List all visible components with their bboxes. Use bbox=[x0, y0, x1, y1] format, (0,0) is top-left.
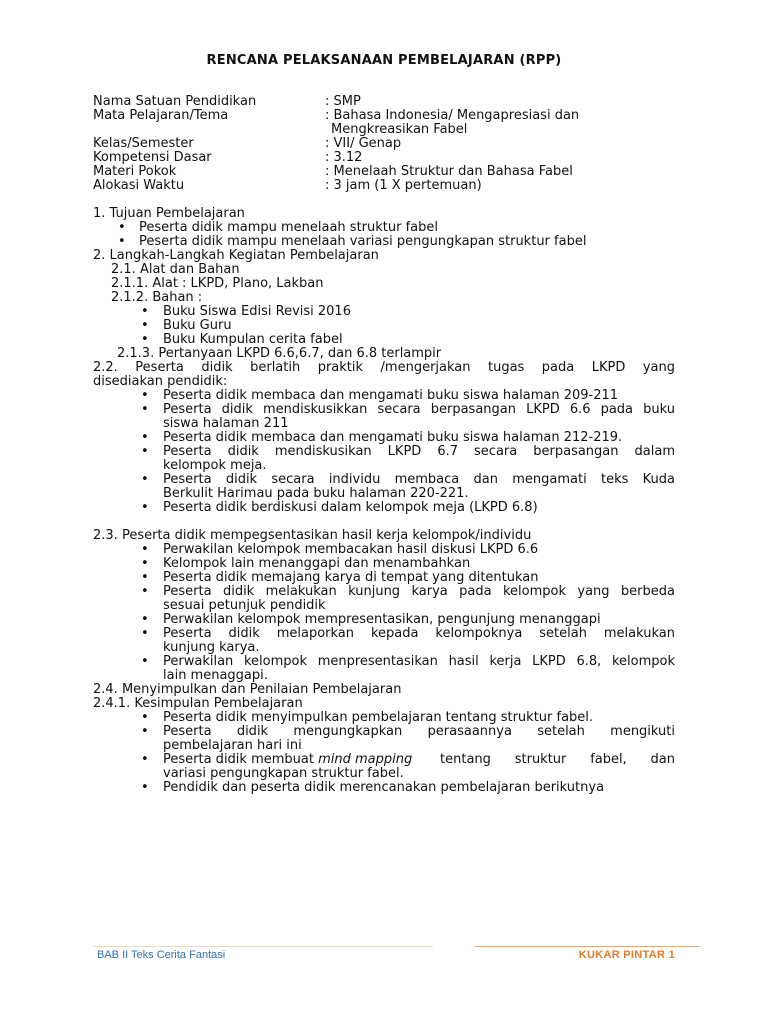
list-item: • Perwakilan kelompok mempresentasikan, pengunjung menanggapi bbox=[141, 612, 601, 627]
subsection-heading: 2.1. Alat dan Bahan bbox=[111, 262, 240, 277]
bullet-icon: • bbox=[141, 430, 149, 445]
info-row bbox=[93, 165, 693, 179]
list-item: • Buku Guru bbox=[141, 318, 232, 333]
subsection-heading-cont: disediakan pendidik: bbox=[93, 374, 228, 389]
list-item: • Peserta didik berdiskusi dalam kelompok meja (LKPD 6.8) bbox=[141, 500, 538, 515]
info-label: Nama Satuan Pendidikan bbox=[93, 94, 257, 109]
info-row bbox=[93, 151, 693, 165]
section-heading: 2. Langkah-Langkah Kegiatan Pembelajaran bbox=[93, 248, 379, 263]
info-value: : Bahasa Indonesia/ Mengapresiasi dan bbox=[325, 108, 580, 123]
bullet-icon: • bbox=[118, 220, 126, 235]
list-item: • Peserta didik mendiskusikan LKPD 6.7 secara berpasangan dalam bbox=[141, 444, 675, 459]
list-item-cont: kelompok meja. bbox=[163, 458, 267, 473]
info-label: Kompetensi Dasar bbox=[93, 150, 212, 165]
subsection-item: 2.4.1. Kesimpulan Pembelajaran bbox=[93, 696, 303, 711]
list-item-cont: siswa halaman 211 bbox=[163, 416, 289, 431]
info-value: : 3 jam (1 X pertemuan) bbox=[325, 178, 482, 193]
bullet-icon: • bbox=[141, 654, 149, 669]
subsection-heading: 2.2. Peserta didik berlatih praktik /mengerjakan tugas pada LKPD yang bbox=[93, 360, 675, 375]
page-title: RENCANA PELAKSANAAN PEMBELAJARAN (RPP) bbox=[206, 53, 562, 68]
list-item-cont: pembelajaran hari ini bbox=[163, 738, 302, 753]
list-item: • Peserta didik mampu menelaah struktur fabel bbox=[118, 220, 439, 235]
info-row bbox=[93, 109, 693, 123]
info-row-continuation bbox=[93, 123, 693, 137]
bullet-icon: • bbox=[141, 542, 149, 557]
bullet-icon: • bbox=[118, 234, 126, 249]
list-item: • Peserta didik secara individu membaca dan mengamati teks Kuda bbox=[141, 472, 675, 487]
list-item: • Peserta didik membaca dan mengamati buku siswa halaman 209-211 bbox=[141, 388, 619, 403]
section-heading: 1. Tujuan Pembelajaran bbox=[93, 206, 245, 221]
list-item: • Peserta didik mendiskusikkan secara berpasangan LKPD 6.6 pada buku bbox=[141, 402, 675, 417]
info-value: : Menelaah Struktur dan Bahasa Fabel bbox=[325, 164, 573, 179]
list-item: • Peserta didik membuat mind mapping tentang struktur fabel, dan bbox=[141, 752, 675, 767]
subsection-heading: 2.3. Peserta didik mempegsentasikan hasil kerja kelompok/individu bbox=[93, 528, 532, 543]
info-row bbox=[93, 137, 693, 151]
list-item: • Perwakilan kelompok membacakan hasil diskusi LKPD 6.6 bbox=[141, 542, 539, 557]
list-item: • Peserta didik mengungkapkan perasaannya setelah mengikuti bbox=[141, 724, 675, 739]
bullet-icon: • bbox=[141, 332, 149, 347]
bullet-icon: • bbox=[141, 570, 149, 585]
bullet-icon: • bbox=[141, 724, 149, 739]
info-value: Mengkreasikan Fabel bbox=[331, 122, 468, 137]
bullet-icon: • bbox=[141, 584, 149, 599]
bullet-icon: • bbox=[141, 626, 149, 641]
info-label: Materi Pokok bbox=[93, 164, 177, 179]
bullet-icon: • bbox=[141, 780, 149, 795]
bullet-icon: • bbox=[141, 388, 149, 403]
list-item-cont: kunjung karya. bbox=[163, 640, 260, 655]
info-value: : 3.12 bbox=[325, 150, 363, 165]
footer-chapter: BAB II Teks Cerita Fantasi bbox=[97, 949, 226, 961]
footer-divider bbox=[475, 946, 700, 947]
bullet-icon: • bbox=[141, 444, 149, 459]
subsection-item: 2.1.3. Pertanyaan LKPD 6.6,6.7, dan 6.8 terlampir bbox=[117, 346, 442, 361]
bullet-icon: • bbox=[141, 472, 149, 487]
bullet-icon: • bbox=[141, 752, 149, 767]
list-item-cont: lain menaggapi. bbox=[163, 668, 268, 683]
bullet-icon: • bbox=[141, 304, 149, 319]
footer-divider bbox=[93, 946, 433, 947]
list-item: • Peserta didik mampu menelaah variasi pengungkapan struktur fabel bbox=[118, 234, 587, 249]
list-item-cont: variasi pengungkapan struktur fabel. bbox=[163, 766, 404, 781]
info-row bbox=[93, 179, 693, 193]
footer-brand: KUKAR PINTAR 1 bbox=[578, 949, 675, 961]
document-body bbox=[93, 207, 675, 795]
info-label: Alokasi Waktu bbox=[93, 178, 185, 193]
info-row bbox=[93, 95, 693, 109]
bullet-icon: • bbox=[141, 556, 149, 571]
bullet-icon: • bbox=[141, 710, 149, 725]
list-item: • Perwakilan kelompok menpresentasikan hasil kerja LKPD 6.8, kelompok bbox=[141, 654, 675, 669]
subsection-heading: 2.4. Menyimpulkan dan Penilaian Pembelajaran bbox=[93, 682, 402, 697]
list-item: • Peserta didik melakukan kunjung karya pada kelompok yang berbeda bbox=[141, 584, 675, 599]
bullet-icon: • bbox=[141, 612, 149, 627]
list-item: • Peserta didik memajang karya di tempat yang ditentukan bbox=[141, 570, 539, 585]
bullet-icon: • bbox=[141, 500, 149, 515]
list-item-cont: Berkulit Harimau pada buku halaman 220-221. bbox=[163, 486, 469, 501]
list-item: • Peserta didik melaporkan kepada kelompoknya setelah melakukan bbox=[141, 626, 675, 641]
list-item: • Peserta didik menyimpulkan pembelajaran tentang struktur fabel. bbox=[141, 710, 594, 725]
list-item: • Buku Siswa Edisi Revisi 2016 bbox=[141, 304, 351, 319]
list-item: • Buku Kumpulan cerita fabel bbox=[141, 332, 343, 347]
subsection-item: 2.1.2. Bahan : bbox=[111, 290, 203, 305]
info-value: : SMP bbox=[325, 94, 361, 109]
info-label: Mata Pelajaran/Tema bbox=[93, 108, 229, 123]
info-value: : VII/ Genap bbox=[325, 136, 402, 151]
info-label: Kelas/Semester bbox=[93, 136, 194, 151]
list-item-cont: sesuai petunjuk pendidik bbox=[163, 598, 326, 613]
bullet-icon: • bbox=[141, 318, 149, 333]
bullet-icon: • bbox=[141, 402, 149, 417]
identity-table bbox=[93, 95, 693, 193]
list-item: • Kelompok lain menanggapi dan menambahkan bbox=[141, 556, 471, 571]
list-item: • Peserta didik membaca dan mengamati buku siswa halaman 212-219. bbox=[141, 430, 623, 445]
list-item: • Pendidik dan peserta didik merencanakan pembelajaran berikutnya bbox=[141, 780, 605, 795]
subsection-item: 2.1.1. Alat : LKPD, Plano, Lakban bbox=[111, 276, 324, 291]
